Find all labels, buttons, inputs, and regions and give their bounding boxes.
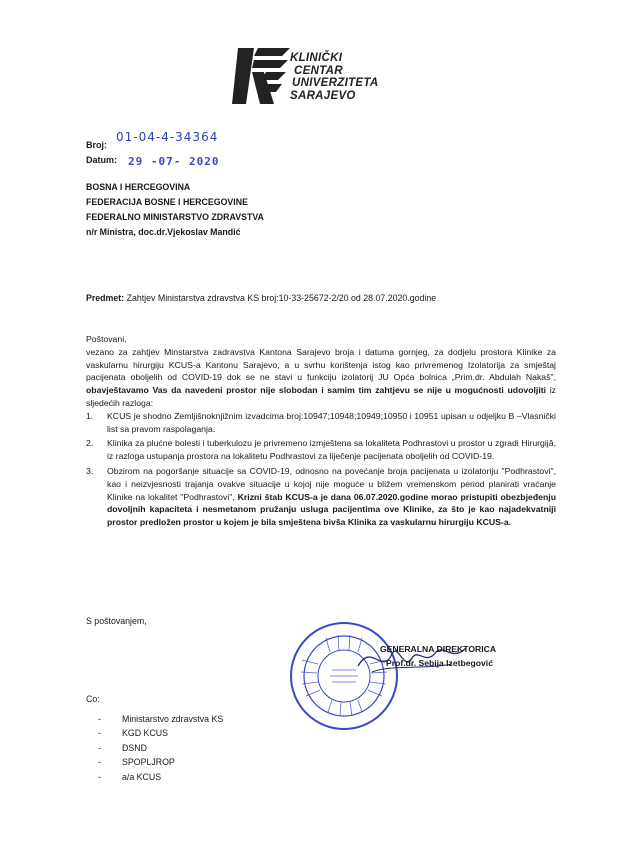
reasons-list: [86, 410, 556, 529]
cc-item: - DSND: [98, 741, 223, 755]
intro-bold: obavještavamo Vas da navedeni prostor nije slobodan i samim tim zahtjevu se nije u mogućnosti udovoljiti: [86, 385, 547, 396]
logo-line: CENTAR: [294, 64, 343, 77]
reason-text-bold: Krizni štab KCUS-a je dana 06.07.2020.godine morao pristupiti obezbjeđenju dovoljnih kapaciteta i nesmetanom pružanju usluga pacijentima ove Klinike, za što je kao najadekvatniji prostor predložen prostor u kojem je bila smještena bivša Klinika za vaskularnu hirurgiju KCUS-a.: [107, 491, 557, 528]
logo-text: [290, 52, 378, 102]
logo-line: UNIVERZITETA: [292, 77, 379, 89]
datum-label: Datum:: [86, 155, 117, 165]
datum-value: 29 -07- 2020: [128, 155, 220, 168]
logo-line: KLINIČKI: [290, 52, 343, 64]
broj-value: 01-04-4-34364: [116, 130, 219, 144]
signature-block: [380, 642, 496, 670]
recipient-block: [86, 180, 264, 240]
reason-text: KCUS je shodno Zemljišnoknjižnim izvadcima broj:10947;10948;10949;10950 i 10951 upisan u odjeljku B –Vlasnički list sa pravom raspolaganja.: [107, 410, 556, 434]
kcus-logo: [232, 44, 422, 108]
recipient-line: BOSNA I HERCEGOVINA: [86, 182, 191, 192]
greeting: Poštovani,: [86, 334, 127, 344]
logo-line: SARAJEVO: [290, 89, 356, 102]
intro-paragraph: [86, 346, 556, 410]
cc-item: - a/a KCUS: [98, 770, 223, 784]
reason-item: [86, 465, 556, 529]
signer-title: GENERALNA DIREKTORICA: [380, 644, 497, 654]
cc-title: Co:: [86, 694, 100, 704]
cc-list: [98, 712, 223, 784]
intro-end: iz sljedećih razloga:: [86, 385, 557, 408]
cc-item: - KGD KCUS: [98, 726, 223, 740]
reason-number: 3.: [86, 465, 94, 476]
reason-item: [86, 410, 556, 436]
reason-text: Klinika za plućne bolesti i tuberkulozu je privremeno izmještena sa lokaliteta Podhrastovi u prostor u zgradi Hirurgijâ, iz razloga ustupanja prostora na lokalitetu Podhrastovi za liječenje pacijenata oboljelih od COVID-19.: [107, 438, 556, 462]
recipient-line: FEDERALNO MINISTARSTVO ZDRAVSTVA: [86, 212, 264, 222]
reason-number: 2.: [86, 438, 94, 449]
reason-number: 1.: [86, 410, 94, 421]
reason-item: [86, 437, 556, 463]
recipient-line: n/r Ministra, doc.dr.Vjekoslav Mandić: [86, 227, 241, 237]
subject-line: [86, 293, 436, 303]
reason-text: Obzirom na pogoršanje situacije sa COVID-19, odnosno na povećanje broja pacijenata u izolatoriju "Podhrastovi", kao i neizvjesnosti trajanja ovakve situacije u kojoj nije moguće u bližem vremenskom period planirati vraćanje Klinike na lokalitet "Podhrastovi",: [107, 465, 556, 502]
closing: S poštovanjem,: [86, 616, 147, 626]
signer-name: Prof.dr. Sebija Izetbegović: [386, 658, 493, 668]
subject-label: Predmet:: [86, 293, 125, 303]
recipient-line: FEDERACIJA BOSNE I HERCEGOVINE: [86, 197, 248, 207]
kcus-logo-icon: [232, 44, 292, 108]
broj-label: Broj:: [86, 140, 107, 150]
letter-body: [86, 333, 556, 531]
intro-plain: vezano za zahtjev Minstarstva zadravstva Kantona Sarajevo broja i datuma gornjeg, za dodjelu prostora Klinike za vaskularnu hirurgiju KCUS-a Kantonu Sarajevo, a u svrhu korištenja istog kao privremenog Izolatorija za smještaj pacijenata oboljelih od COVID-19 dok se ne stavi u funkciju izolatorij JU Opća bolnica „Prim.dr. Abdulah Nakaš",: [86, 346, 556, 383]
cc-item: - Ministarstvo zdravstva KS: [98, 712, 223, 726]
cc-item: - SPOPLJROP: [98, 755, 223, 769]
subject-text: Zahtjev Ministarstva zdravstva KS broj:10-33-25672-2/20 od 28.07.2020.godine: [124, 293, 437, 303]
